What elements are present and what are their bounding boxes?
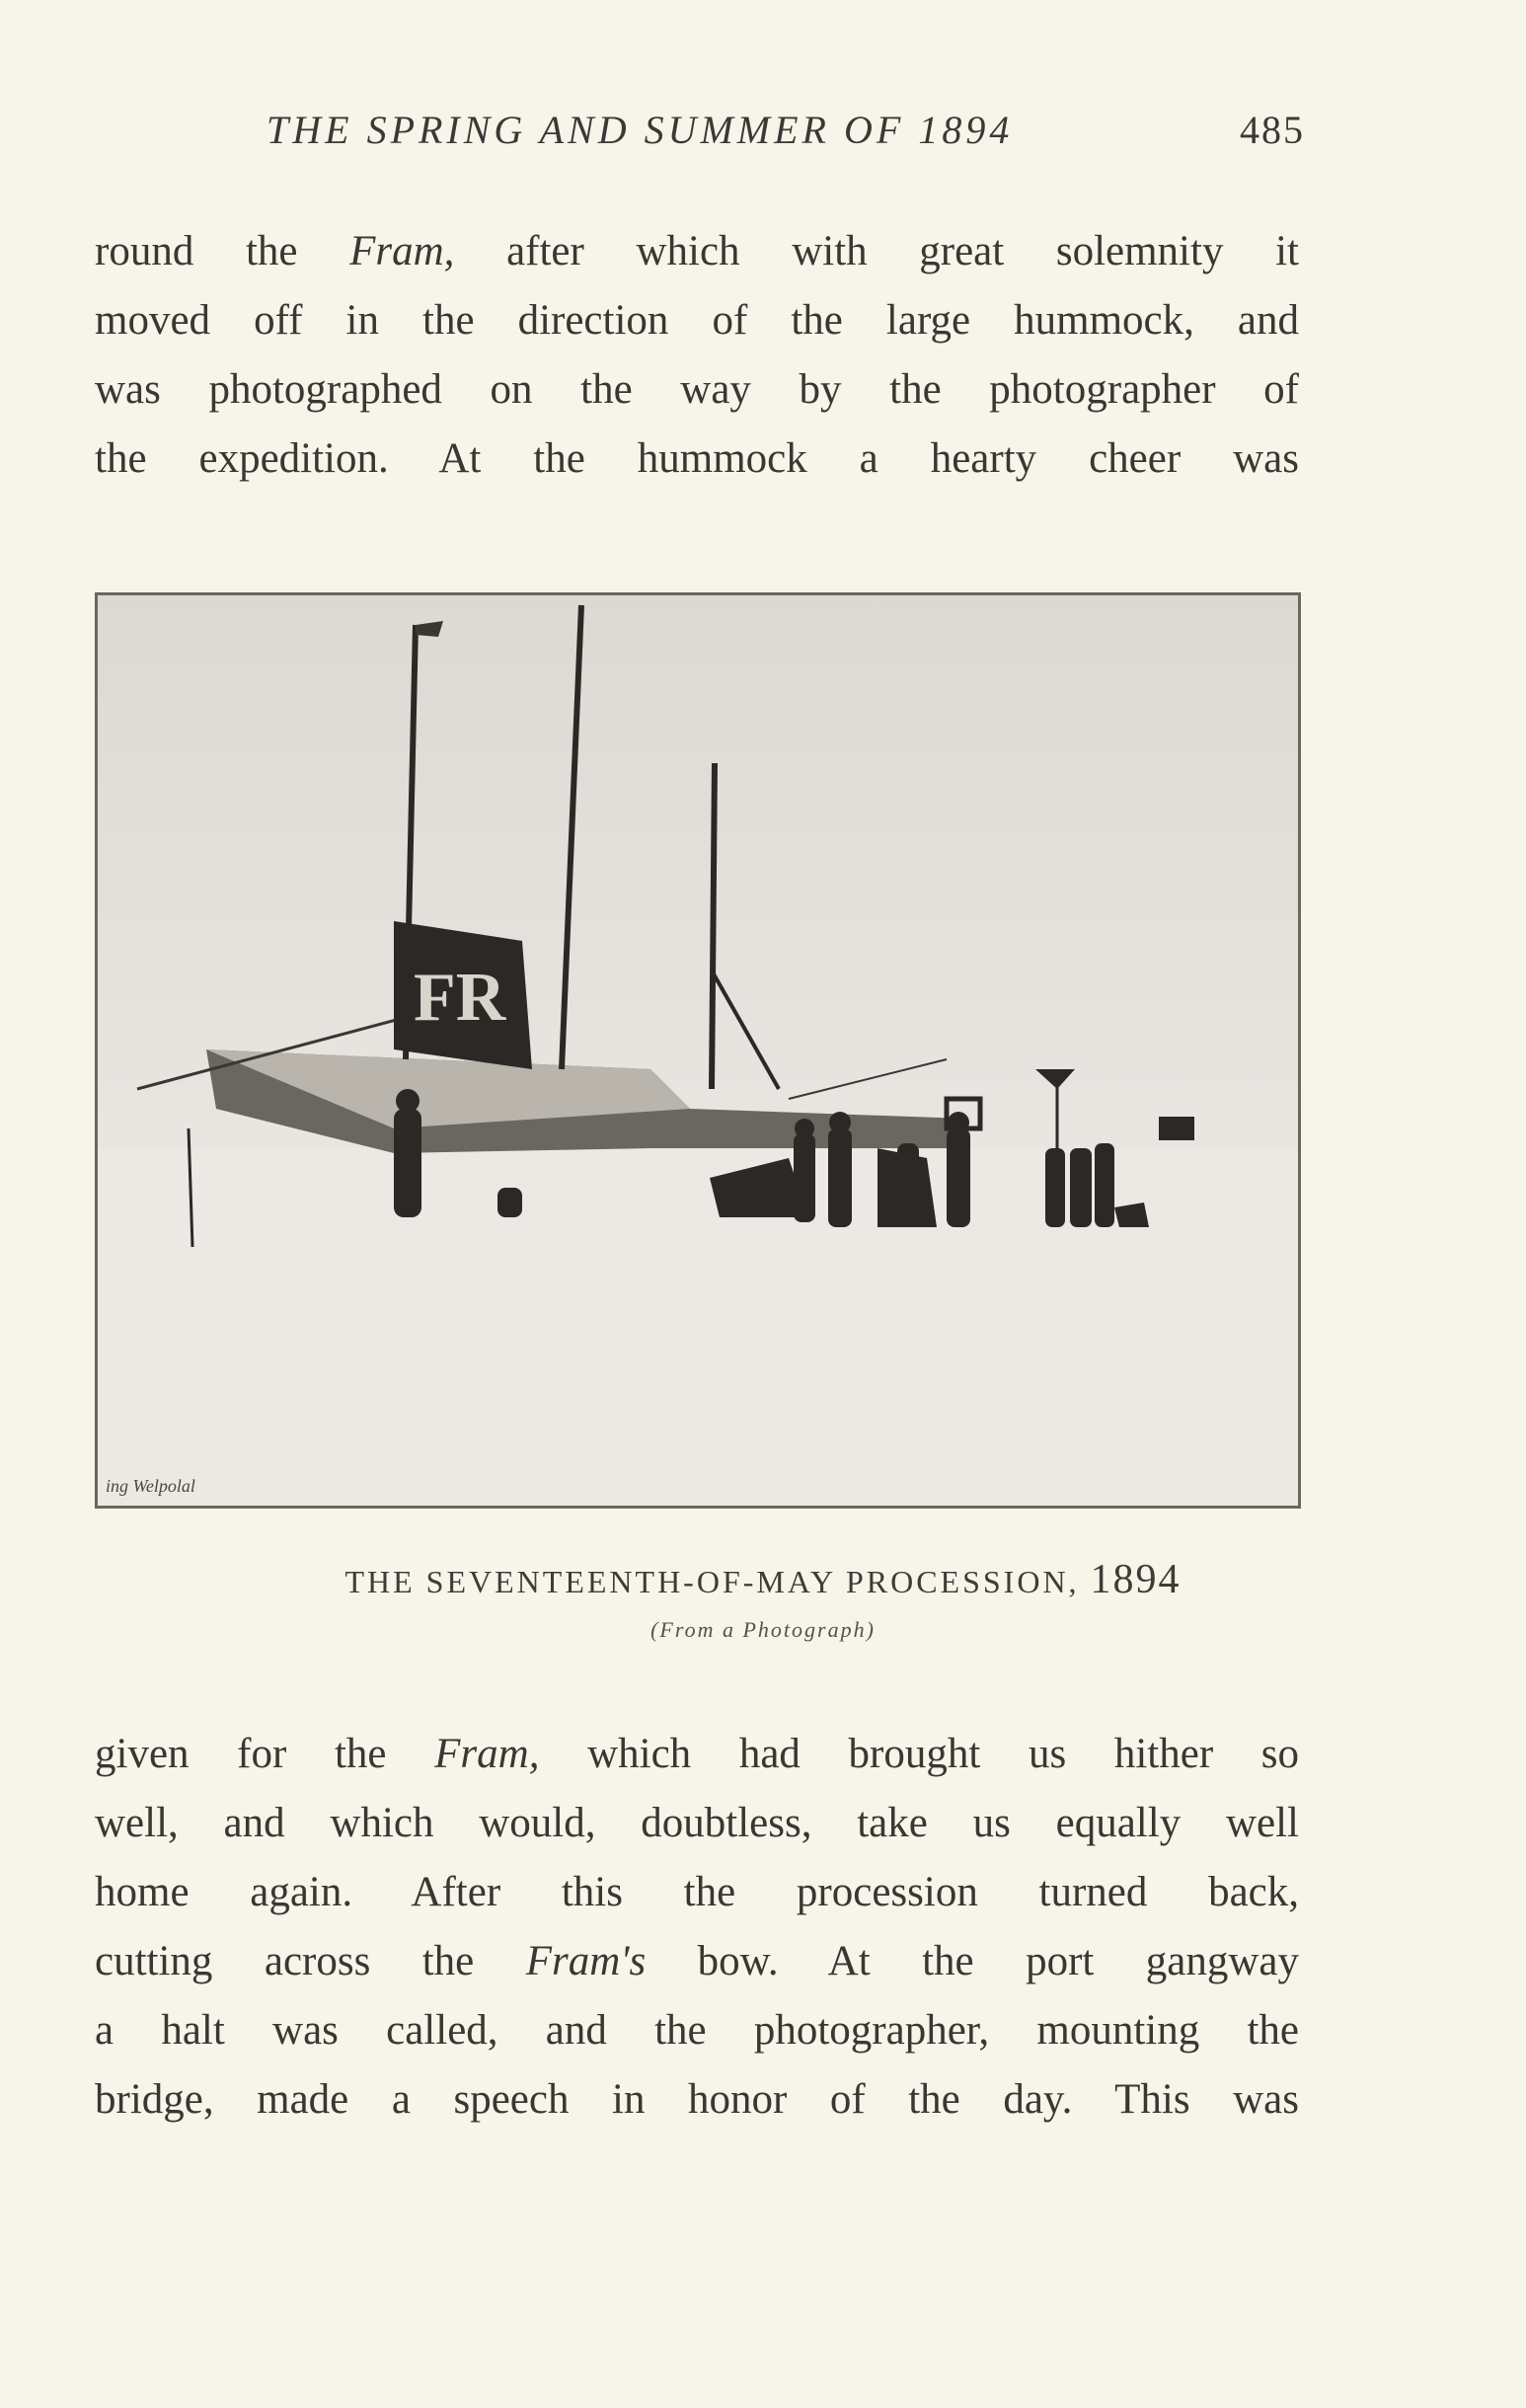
text-line: given for the Fram, which had brought us hither so: [95, 1731, 1300, 1777]
paragraph-bottom: [95, 1720, 1299, 2135]
mast-mizzen: [712, 763, 715, 1089]
text-line: a halt was called, and the photographer, mounting the: [95, 2007, 1299, 2054]
running-title: THE SPRING AND SUMMER OF 1894: [267, 108, 1014, 152]
caption-year: 1894: [1090, 1557, 1182, 1602]
text-line: home again. After this the procession turned back,: [95, 1869, 1299, 1915]
paragraph-top: [95, 217, 1299, 494]
text-line: was photographed on the way by the photographer of: [95, 366, 1299, 413]
text-line: the expedition. At the hummock a hearty cheer was: [95, 435, 1299, 482]
text-line: bridge, made a speech in honor of the day. This was: [95, 2076, 1299, 2123]
text-line: cutting across the Fram's bow. At the port gangway: [95, 1938, 1299, 1984]
text-line: well, and which would, doubtless, take us equally well: [95, 1800, 1299, 1846]
engraver-signature: ing Welpolal: [106, 1476, 195, 1496]
procession-photograph: [98, 595, 1298, 1506]
page-number: 485: [1240, 108, 1305, 152]
caption-text: THE SEVENTEENTH-OF-MAY PROCESSION,: [344, 1564, 1091, 1599]
text-line: round the Fram, after which with great solemnity it: [95, 228, 1299, 274]
photograph-frame: [95, 592, 1301, 1509]
svg-text:FR: FR: [414, 960, 506, 1036]
figure-caption: [0, 1556, 1526, 1603]
text-line: moved off in the direction of the large hummock, and: [95, 297, 1299, 344]
figure-source: (From a Photograph): [650, 1617, 876, 1642]
